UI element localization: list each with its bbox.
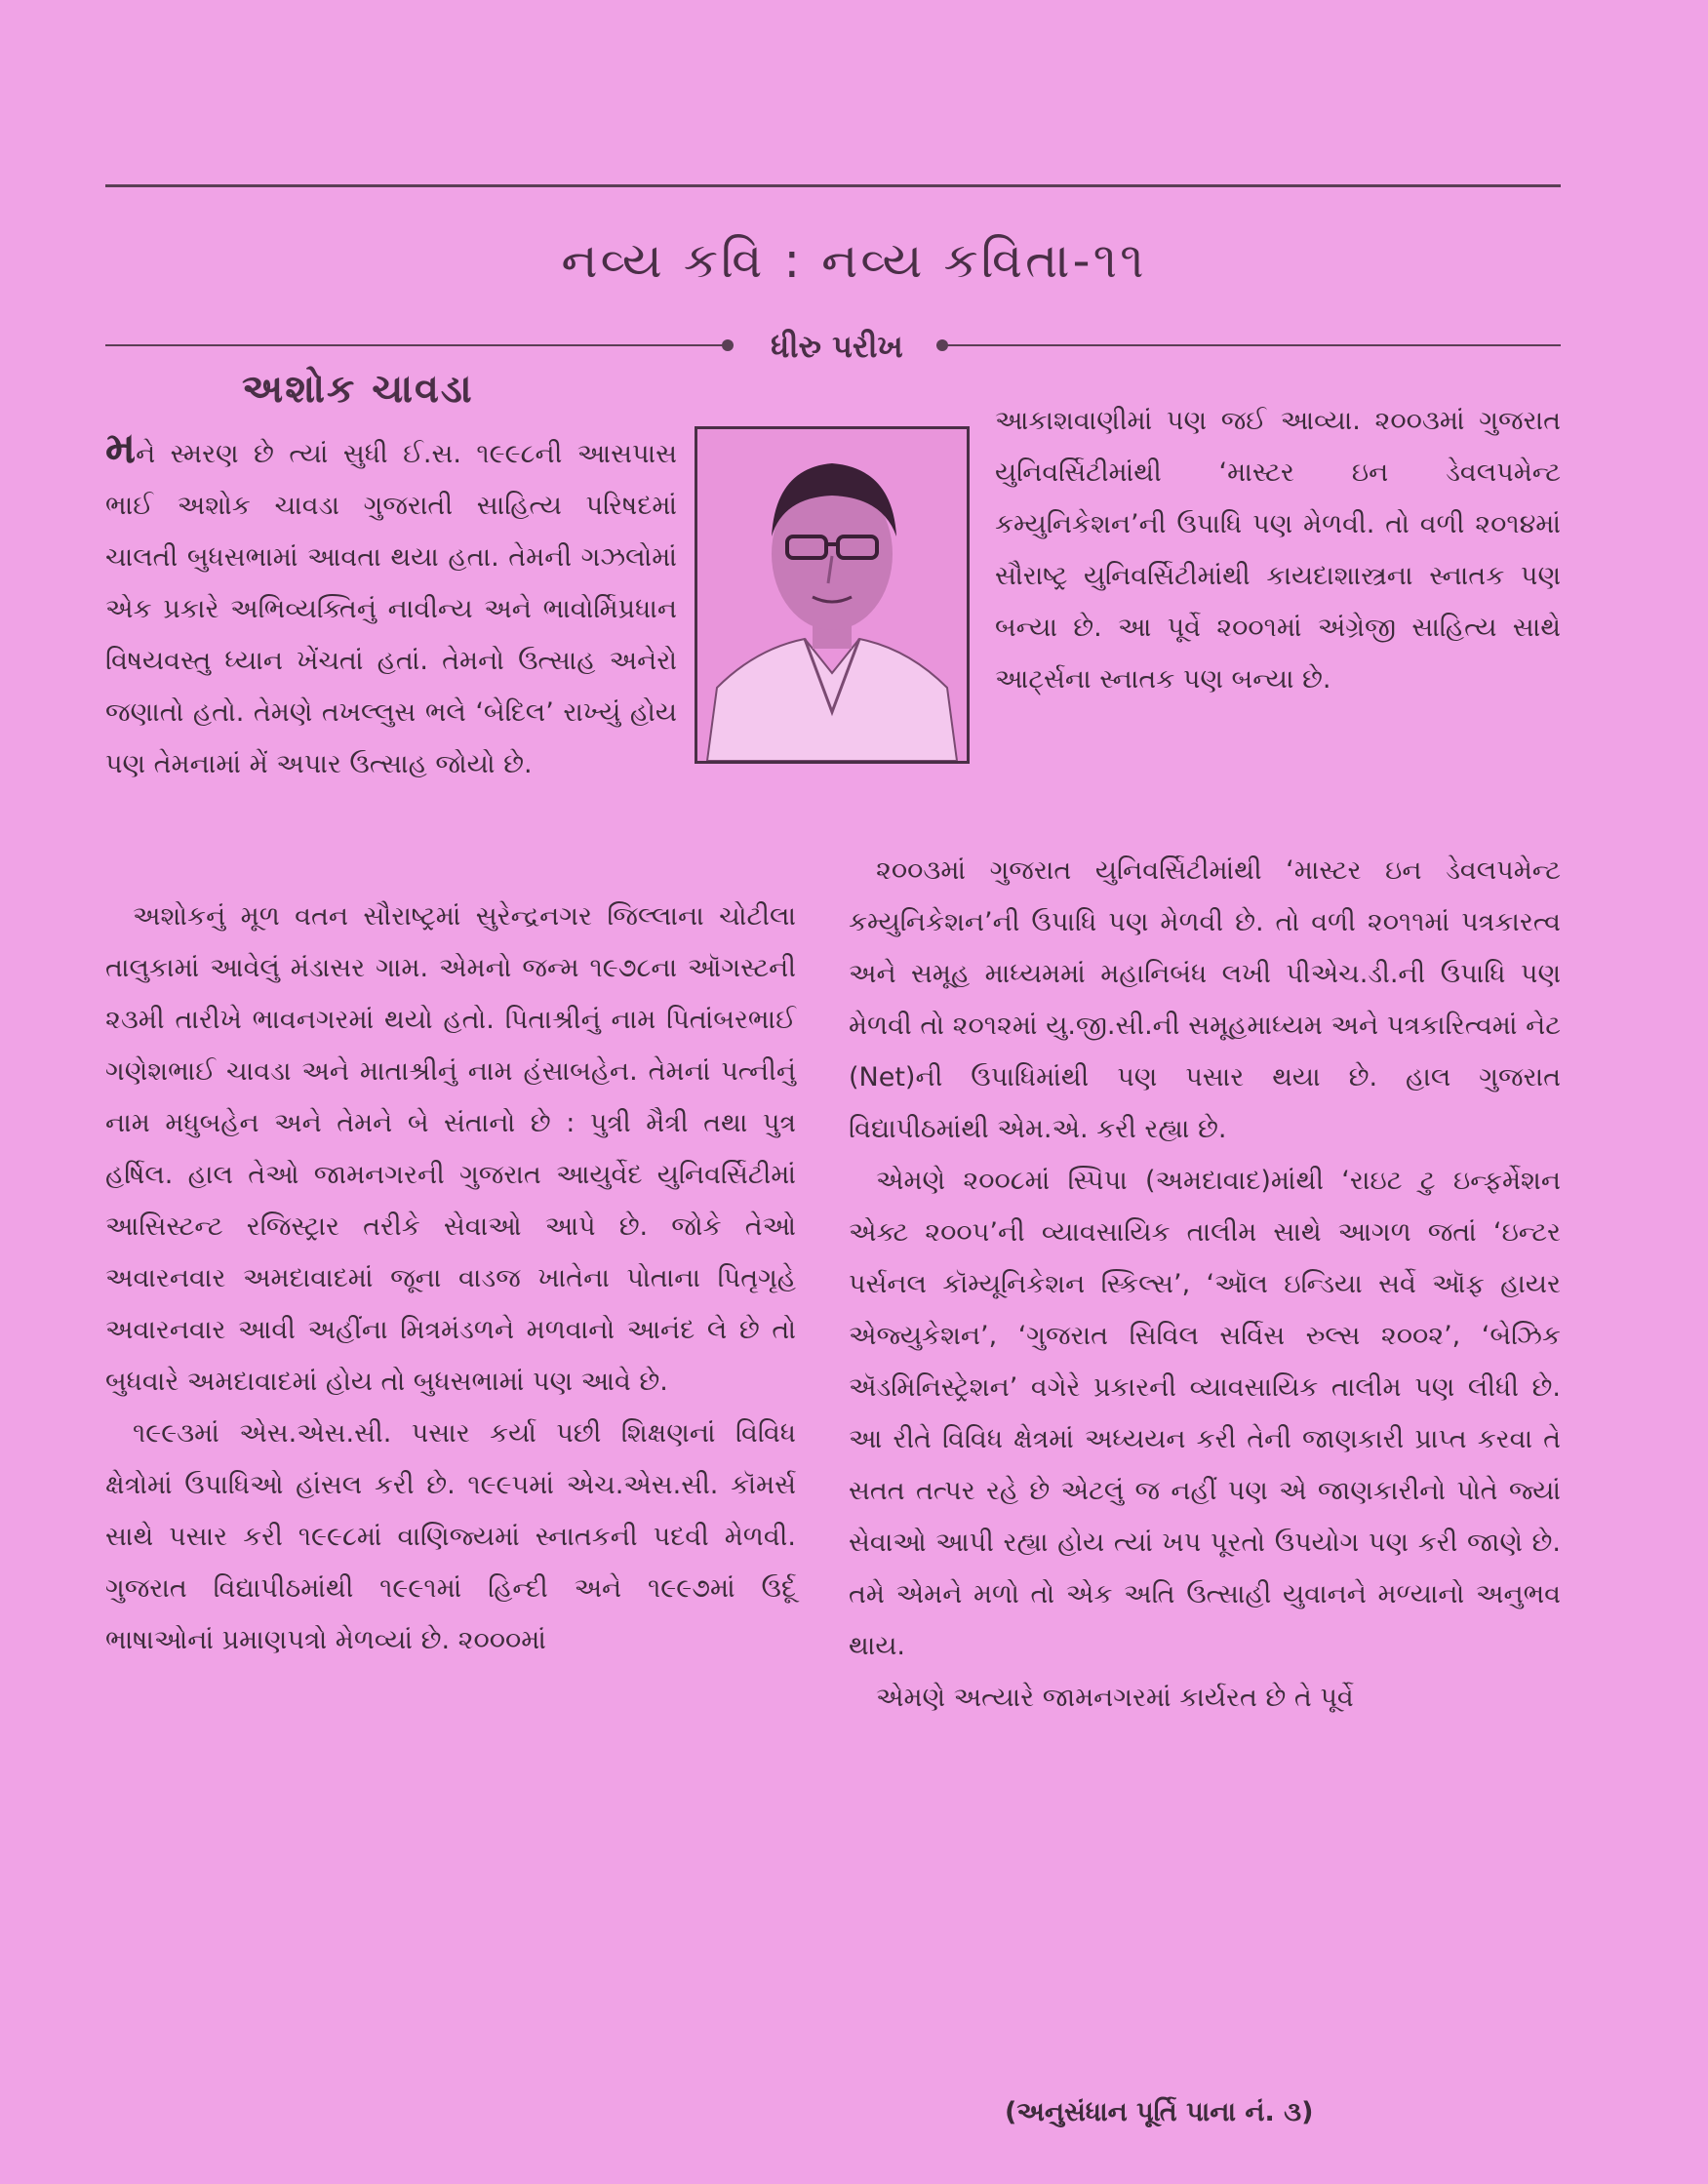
paragraph-intro <box>105 422 677 790</box>
page-title: નવ્ય કવિ : નવ્ય કવિતા-૧૧ <box>561 232 1147 289</box>
top-rule <box>105 184 1561 187</box>
portrait-photo <box>695 426 970 764</box>
byline-dot-left <box>722 339 734 351</box>
paragraph-origin: અશોકનું મૂળ વતન સૌરાષ્ટ્રમાં સુરેન્દ્રનગર જિલ્લાના ચોટીલા તાલુકામાં આવેલું મંડાસર ગામ. એમનો જન્મ ૧૯૭૮ના ઑગસ્ટની ૨૩મી તારીખે ભાવનગરમાં થયો હતો. પિતાશ્રીનું નામ પિતાંબરભાઈ ગણેશભાઈ ચાવડા અને માતાશ્રીનું નામ હંસાબહેન. તેમનાં પત્નીનું નામ મધુબહેન અને તેમને બે સંતાનો છે : પુત્રી મૈત્રી તથા પુત્ર હર્ષિલ. હાલ તેઓ જામનગરની ગુજરાત આયુર્વેદ યુનિવર્સિટીમાં આસિસ્ટન્ટ રજિસ્ટ્રાર તરીકે સેવાઓ આપે છે. જોકે તેઓ અવારનવાર અમદાવાદમાં જૂના વાડજ ખાતેના પોતાના પિતૃગૃહે અવારનવાર આવી અહીંના મિત્રમંડળને મળવાનો આનંદ લે છે તો બુધવારે અમદાવાદમાં હોય તો બુધસભામાં પણ આવે છે. <box>105 901 796 1397</box>
article-column-right-bottom <box>849 845 1561 1724</box>
author-byline: ધીરુ પરીખ <box>771 328 903 365</box>
paragraph-education-cont: આકાશવાણીમાં પણ જઈ આવ્યા. ૨૦૦૩માં ગુજરાત યુનિવર્સિટીમાંથી ‘માસ્ટર ઇન ડેવલપમેન્ટ કમ્યુનિકેશન’ની ઉપાધિ પણ મેળવી. તો વળી ૨૦૧૪માં સૌરાષ્ટ્ર યુનિવર્સિટીમાંથી કાયદાશાસ્ત્રના સ્નાતક પણ બન્યા છે. આ પૂર્વે ૨૦૦૧માં અંગ્રેજી સાહિત્ય સાથે આર્ટ્સના સ્નાતક પણ બન્યા છે. <box>995 406 1561 695</box>
continued-note: (અનુસંધાન પૂર્તિ પાના નં. ૩) <box>1005 2097 1314 2127</box>
byline-rule-left <box>105 344 730 346</box>
paragraph-education: ૧૯૯૩માં એસ.એસ.સી. પસાર કર્યા પછી શિક્ષણનાં વિવિધ ક્ષેત્રોમાં ઉપાધિઓ હાંસલ કરી છે. ૧૯૯૫માં એચ.એસ.સી. કૉમર્સ સાથે પસાર કરી ૧૯૯૮માં વાણિજ્યમાં સ્નાતકની પદવી મેળવી. ગુજરાત વિદ્યાપીઠમાંથી ૧૯૯૧માં હિન્દી અને ૧૯૯૭માં ઉર્દૂ ભાષાઓનાં પ્રમાણપત્રો મેળવ્યાં છે. ૨૦૦૦માં <box>105 1418 796 1655</box>
article-column-right-top <box>995 395 1561 705</box>
paragraph-current: એમણે અત્યારે જામનગરમાં કાર્યરત છે તે પૂર્વે <box>876 1683 1354 1713</box>
drop-cap: મ <box>105 423 137 473</box>
paragraph-training: એમણે ૨૦૦૮માં સ્પિપા (અમદાવાદ)માંથી ‘રાઇટ ટુ ઇન્ફર્મેશન એક્ટ ૨૦૦૫’ની વ્યાવસાયિક તાલીમ સાથે આગળ જતાં ‘ઇન્ટર પર્સનલ કૉમ્યૂનિકેશન સ્કિલ્સ’, ‘ઑલ ઇન્ડિયા સર્વે ઑફ હાયર એજ્યુકેશન’, ‘ગુજરાત સિવિલ સર્વિસ રુલ્સ ૨૦૦૨’, ‘બેઝિક ઍડમિનિસ્ટ્રેશન’ વગેરે પ્રકારની વ્યાવસાયિક તાલીમ પણ લીધી છે. આ રીતે વિવિધ ક્ષેત્રમાં અધ્યયન કરી તેની જાણકારી પ્રાપ્ત કરવા તે સતત તત્પર રહે છે એટલું જ નહીં પણ એ જાણકારીનો પોતે જ્યાં સેવાઓ આપી રહ્યા હોય ત્યાં ખપ પૂરતો ઉપયોગ પણ કરી જાણે છે. તમે એમને મળો તો એક અતિ ઉત્સાહી યુવાનને મળ્યાનો અનુભવ થાય. <box>849 1166 1561 1661</box>
byline-row <box>105 326 1561 365</box>
article-column-left-bottom <box>105 891 796 1666</box>
portrait-illustration <box>697 429 967 761</box>
byline-rule-right <box>936 344 1561 346</box>
paragraph-intro-text: ને સ્મરણ છે ત્યાં સુધી ઈ.સ. ૧૯૯૮ની આસપાસ ભાઈ અશોક ચાવડા ગુજરાતી સાહિત્ય પરિષદમાં ચાલતી બુધસભામાં આવતા થયા હતા. તેમની ગઝલોમાં એક પ્રકારે અભિવ્યક્તિનું નાવીન્ય અને ભાવોર્મિપ્રધાન વિષયવસ્તુ ધ્યાન ખેંચતાં હતાં. તેમનો ઉત્સાહ અનેરો જણાતો હતો. તેમણે તખલ્લુસ ભલે ‘બેદિલ’ રાખ્યું હોય પણ તેમનામાં મેં અપાર ઉત્સાહ જોયો છે. <box>105 439 677 779</box>
paragraph-degrees: ૨૦૦૩માં ગુજરાત યુનિવર્સિટીમાંથી ‘માસ્ટર ઇન ડેવલપમેન્ટ કમ્યુનિકેશન’ની ઉપાધિ પણ મેળવી છે. તો વળી ૨૦૧૧માં પત્રકારત્વ અને સમૂહ માધ્યમમાં મહાનિબંધ લખી પીએચ.ડી.ની ઉપાધિ પણ મેળવી તો ૨૦૧૨માં યુ.જી.સી.ની સમૂહમાધ્યમ અને પત્રકારિત્વમાં નેટ (Net)ની ઉપાધિમાંથી પણ પસાર થયા છે. હાલ ગુજરાત વિદ્યાપીઠમાંથી એમ.એ. કરી રહ્યા છે. <box>849 855 1561 1144</box>
subject-name: અશોક ચાવડા <box>242 367 474 412</box>
article-column-left-top <box>105 422 677 790</box>
